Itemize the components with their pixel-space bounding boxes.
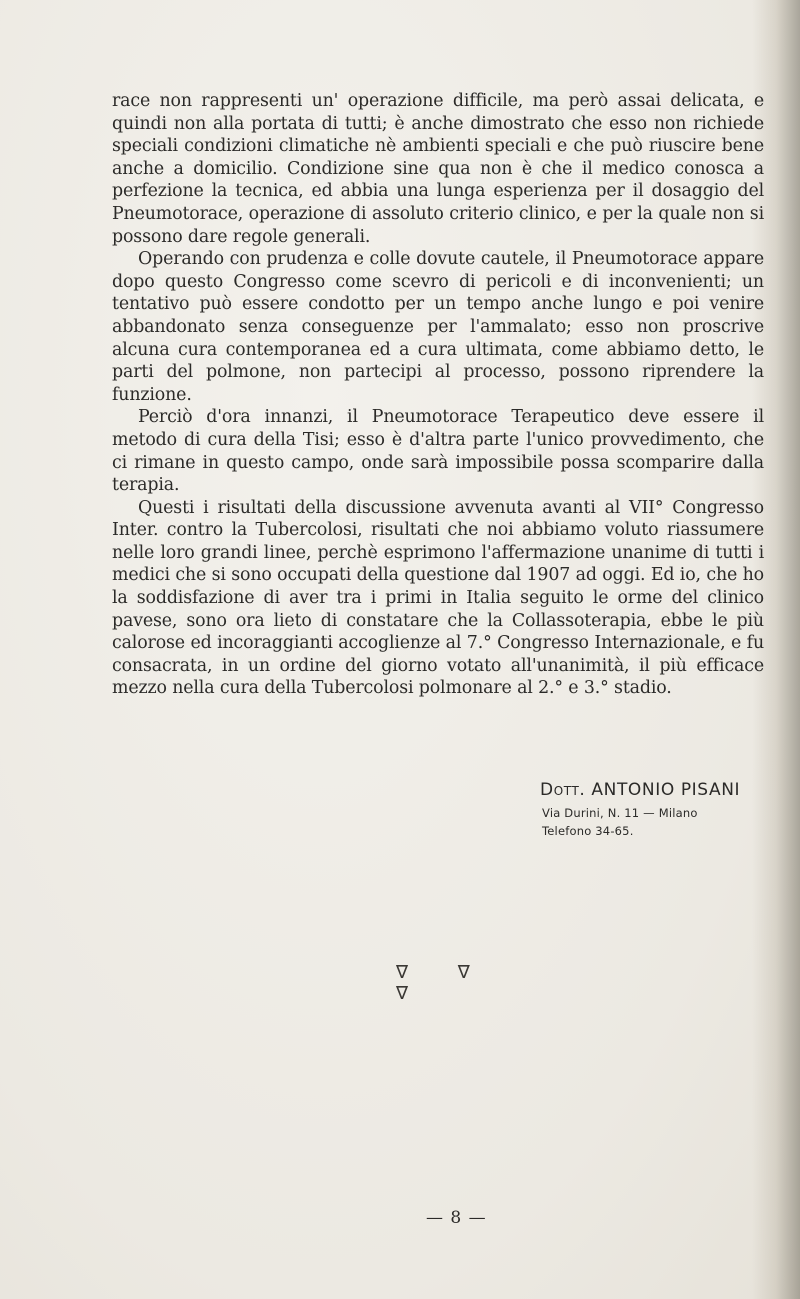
paragraph-4: Questi i risultati della discussione avvenuta avanti al VII° Congresso Inter. contro la Tubercolosi, risultati che noi abbiamo voluto riassumere nelle loro grandi linee, perchè esprimono l'affermazione unanime di tutti i medici che si sono occupati della questione dal 1907 ad oggi. Ed io, che ho la soddisfazione di aver tra i primi in Italia seguito le orme del clinico pavese, sono ora lieto di constatare che la Collassoterapia, ebbe le più calorose ed incoraggianti accoglienze al 7.° Congresso Internazionale, e fu consacrata, in un ordine del giorno votato all'unanimità, il più efficace mezzo nella cura della Tubercolosi polmonare al 2.° e 3.° stadio. xyxy=(112,497,764,699)
triangle-ornament-icon: ∇ ∇ ∇ xyxy=(396,962,492,1004)
signature-block xyxy=(540,780,770,842)
signature-phone: Telefono 34-65. xyxy=(542,824,634,838)
body-text xyxy=(112,90,764,700)
paragraph-3: Perciò d'ora innanzi, il Pneumotorace Terapeutico deve essere il metodo di cura della Tisi; esso è d'altra parte l'unico provvedimento, che ci rimane in questo campo, onde sarà impossibile possa scomparire dalla terapia. xyxy=(112,407,764,496)
paragraph-1: race non rappresenti un' operazione difficile, ma però assai delicata, e quindi non alla portata di tutti; è anche dimostrato che esso non richiede speciali condizioni climatiche nè ambienti speciali e che può riuscire bene anche a domicilio. Condizione sine qua non è che il medico conosca a perfezione la tecnica, ed abbia una lunga esperienza per il dosaggio del Pneumotorace, operazione di assoluto criterio clinico, e per la quale non si possono dare regole generali. xyxy=(112,91,764,247)
signature-title: Dott. xyxy=(540,780,586,800)
page-number: — 8 — xyxy=(426,1208,487,1228)
signature-address: Via Durini, N. 11 — Milano xyxy=(542,806,698,820)
signature-name-line xyxy=(540,780,770,800)
paragraph-2: Operando con prudenza e colle dovute cautele, il Pneumotorace appare dopo questo Congresso come scevro di pericoli e di inconvenienti; un tentativo può essere condotto per un tempo anche lungo e poi venire abbandonato senza conseguenze per l'ammalato; esso non proscrive alcuna cura contemporanea ed a cura ultimata, come abbiamo detto, le parti del polmone, non partecipi al processo, possono riprendere la funzione. xyxy=(112,249,764,405)
signature-name: ANTONIO PISANI xyxy=(591,780,741,800)
